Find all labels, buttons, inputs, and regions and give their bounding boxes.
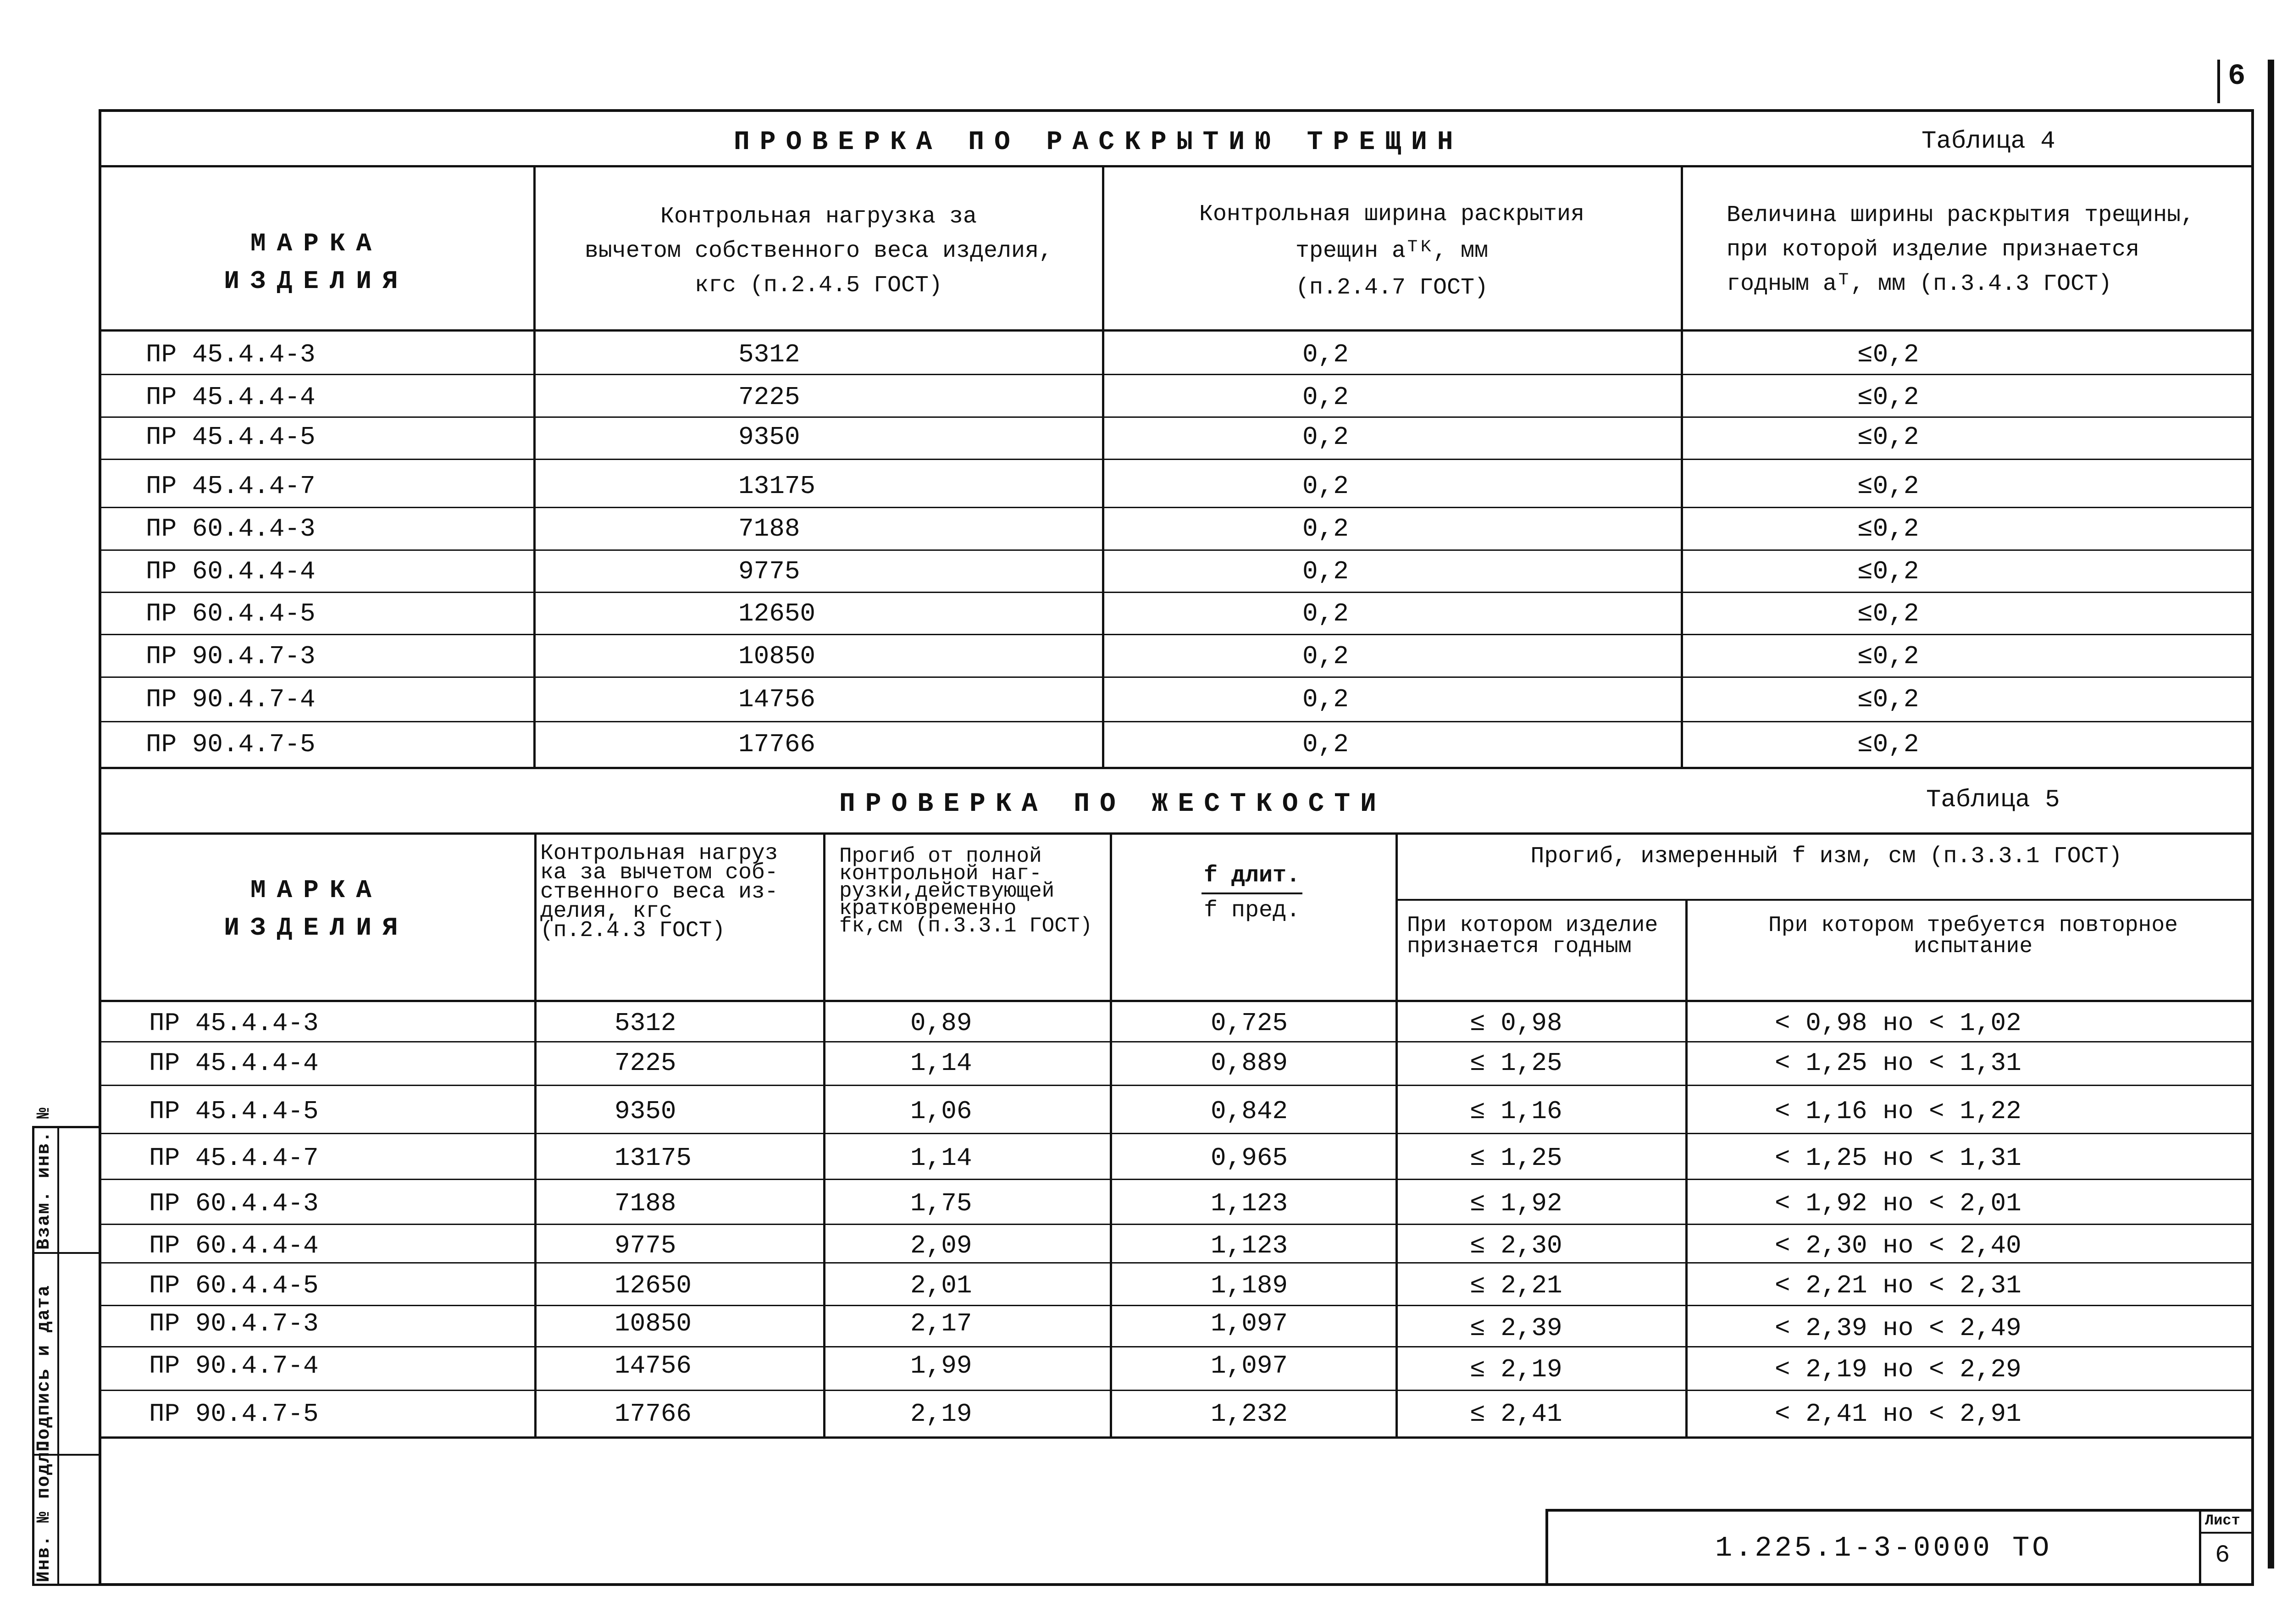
table4-title: ПРОВЕРКА ПО РАСКРЫТИЮ ТРЕЩИН bbox=[734, 127, 1463, 157]
sidebar-signature: Подпись и дата bbox=[34, 1284, 55, 1452]
t5-accepted: ≤ 2,41 bbox=[1470, 1399, 1562, 1429]
document-code: 1.225.1-3-0000 ТО bbox=[1715, 1532, 2052, 1564]
t5-header-deflection: Прогиб от полной контрольной наг- рузки,действующей кратковременно fк,см (п.3.3.1 ГОСТ) bbox=[839, 844, 1093, 938]
t5-mark: ПР 45.4.4-7 bbox=[149, 1143, 319, 1173]
t4-mark: ПР 45.4.4-3 bbox=[146, 340, 316, 369]
t5-header-accepted: При котором изделие признается годным bbox=[1407, 913, 1658, 959]
t5-retest: < 1,25 но < 1,31 bbox=[1775, 1048, 2021, 1078]
t4-width: 0,2 bbox=[1302, 514, 1349, 543]
t4-load: 14756 bbox=[738, 685, 816, 714]
t5-accepted: ≤ 2,21 bbox=[1470, 1271, 1562, 1300]
t5-accepted: ≤ 1,25 bbox=[1470, 1048, 1562, 1078]
t5-ratio: 1,232 bbox=[1211, 1399, 1288, 1429]
t5-retest: < 1,92 но < 2,01 bbox=[1775, 1189, 2021, 1218]
sheet-number: 6 bbox=[2215, 1541, 2230, 1569]
t4-accept: ≤0,2 bbox=[1857, 422, 1919, 452]
t5-ratio: 1,097 bbox=[1211, 1351, 1288, 1380]
t4-width: 0,2 bbox=[1302, 642, 1349, 671]
t5-deflection: 2,17 bbox=[910, 1309, 972, 1338]
t5-accepted: ≤ 1,16 bbox=[1470, 1097, 1562, 1126]
t4-mark: ПР 60.4.4-3 bbox=[146, 514, 316, 543]
sheet-label: Лист bbox=[2205, 1512, 2240, 1529]
t4-load: 17766 bbox=[738, 730, 816, 759]
t4-header-width: Контрольная ширина раскрытия трещин aᵀᴷ, мм (п.2.4.7 ГОСТ) bbox=[1199, 201, 1585, 301]
t5-mark: ПР 90.4.7-5 bbox=[149, 1399, 319, 1429]
t4-width: 0,2 bbox=[1302, 685, 1349, 714]
t5-deflection: 0,89 bbox=[910, 1009, 972, 1038]
t4-load: 5312 bbox=[738, 340, 800, 369]
t4-accept: ≤0,2 bbox=[1857, 730, 1919, 759]
t4-width: 0,2 bbox=[1302, 730, 1349, 759]
t5-mark: ПР 90.4.7-3 bbox=[149, 1309, 319, 1338]
t5-ratio: 0,842 bbox=[1211, 1097, 1288, 1126]
t5-retest: < 2,39 но < 2,49 bbox=[1775, 1314, 2021, 1343]
t4-width: 0,2 bbox=[1302, 422, 1349, 452]
t4-accept: ≤0,2 bbox=[1857, 514, 1919, 543]
t5-deflection: 1,99 bbox=[910, 1351, 972, 1380]
t5-retest: < 1,16 но < 1,22 bbox=[1775, 1097, 2021, 1126]
t5-accepted: ≤ 2,30 bbox=[1470, 1231, 1562, 1260]
t4-load: 7188 bbox=[738, 514, 800, 543]
t5-accepted: ≤ 2,19 bbox=[1470, 1355, 1562, 1384]
t5-retest: < 2,19 но < 2,29 bbox=[1775, 1355, 2021, 1384]
sidebar-inv: Инв. № подл. bbox=[34, 1439, 55, 1582]
t5-load: 14756 bbox=[615, 1351, 692, 1380]
t5-deflection: 2,19 bbox=[910, 1399, 972, 1429]
t4-mark: ПР 45.4.4-5 bbox=[146, 422, 316, 452]
t5-ratio: 0,725 bbox=[1211, 1009, 1288, 1038]
t4-mark: ПР 45.4.4-4 bbox=[146, 382, 316, 412]
t4-width: 0,2 bbox=[1302, 599, 1349, 628]
t5-header-mark: МАРКА ИЗДЕЛИЯ bbox=[224, 876, 409, 942]
t5-deflection: 1,06 bbox=[910, 1097, 972, 1126]
t5-header-retest: При котором требуется повторное испытание bbox=[1768, 913, 2178, 959]
t5-accepted: ≤ 1,92 bbox=[1470, 1189, 1562, 1218]
t5-load: 9775 bbox=[615, 1231, 676, 1260]
t5-retest: < 2,41 но < 2,91 bbox=[1775, 1399, 2021, 1429]
t5-ratio: 0,965 bbox=[1211, 1143, 1288, 1173]
t5-load: 12650 bbox=[615, 1271, 692, 1300]
t5-mark: ПР 60.4.4-4 bbox=[149, 1231, 319, 1260]
t4-mark: ПР 45.4.4-7 bbox=[146, 471, 316, 501]
t5-retest: < 2,30 но < 2,40 bbox=[1775, 1231, 2021, 1260]
t5-mark: ПР 60.4.4-3 bbox=[149, 1189, 319, 1218]
t5-retest: < 0,98 но < 1,02 bbox=[1775, 1009, 2021, 1038]
t5-deflection: 1,75 bbox=[910, 1189, 972, 1218]
t5-load: 10850 bbox=[615, 1309, 692, 1338]
t4-load: 13175 bbox=[738, 471, 816, 501]
t5-accepted: ≤ 0,98 bbox=[1470, 1009, 1562, 1038]
t5-header-measured: Прогиб, измеренный f изм, см (п.3.3.1 ГОСТ) bbox=[1530, 843, 2122, 870]
t4-load: 7225 bbox=[738, 382, 800, 412]
t5-load: 13175 bbox=[615, 1143, 692, 1173]
t5-mark: ПР 60.4.4-5 bbox=[149, 1271, 319, 1300]
t5-retest: < 2,21 но < 2,31 bbox=[1775, 1271, 2021, 1300]
t5-accepted: ≤ 1,25 bbox=[1470, 1143, 1562, 1173]
page-number: 6 bbox=[2228, 60, 2246, 93]
t4-accept: ≤0,2 bbox=[1857, 685, 1919, 714]
t5-load: 7188 bbox=[615, 1189, 676, 1218]
t4-load: 9775 bbox=[738, 557, 800, 586]
t4-accept: ≤0,2 bbox=[1857, 382, 1919, 412]
t4-width: 0,2 bbox=[1302, 340, 1349, 369]
t5-deflection: 2,01 bbox=[910, 1271, 972, 1300]
t5-load: 17766 bbox=[615, 1399, 692, 1429]
t4-width: 0,2 bbox=[1302, 557, 1349, 586]
t5-deflection: 1,14 bbox=[910, 1048, 972, 1078]
t5-retest: < 1,25 но < 1,31 bbox=[1775, 1143, 2021, 1173]
t4-width: 0,2 bbox=[1302, 471, 1349, 501]
t5-load: 9350 bbox=[615, 1097, 676, 1126]
t5-ratio: 1,189 bbox=[1211, 1271, 1288, 1300]
t4-load: 9350 bbox=[738, 422, 800, 452]
t5-mark: ПР 45.4.4-4 bbox=[149, 1048, 319, 1078]
t4-width: 0,2 bbox=[1302, 382, 1349, 412]
t5-ratio: 1,123 bbox=[1211, 1189, 1288, 1218]
t5-mark: ПР 45.4.4-5 bbox=[149, 1097, 319, 1126]
t5-load: 5312 bbox=[615, 1009, 676, 1038]
t5-mark: ПР 90.4.7-4 bbox=[149, 1351, 319, 1380]
t5-header-ratio: f длит. f пред. bbox=[1110, 862, 1394, 925]
t4-header-mark: МАРКА ИЗДЕЛИЯ bbox=[224, 229, 409, 296]
table4-label: Таблица 4 bbox=[1922, 127, 2055, 155]
t4-accept: ≤0,2 bbox=[1857, 340, 1919, 369]
t5-mark: ПР 45.4.4-3 bbox=[149, 1009, 319, 1038]
t4-accept: ≤0,2 bbox=[1857, 642, 1919, 671]
t5-load: 7225 bbox=[615, 1048, 676, 1078]
t5-accepted: ≤ 2,39 bbox=[1470, 1314, 1562, 1343]
t4-load: 10850 bbox=[738, 642, 816, 671]
t4-mark: ПР 90.4.7-5 bbox=[146, 730, 316, 759]
t4-mark: ПР 90.4.7-3 bbox=[146, 642, 316, 671]
t4-mark: ПР 60.4.4-4 bbox=[146, 557, 316, 586]
t5-deflection: 2,09 bbox=[910, 1231, 972, 1260]
t4-load: 12650 bbox=[738, 599, 816, 628]
table5-title: ПРОВЕРКА ПО ЖЕСТКОСТИ bbox=[839, 789, 1386, 819]
t4-mark: ПР 90.4.7-4 bbox=[146, 685, 316, 714]
t5-ratio: 0,889 bbox=[1211, 1048, 1288, 1078]
t5-ratio: 1,123 bbox=[1211, 1231, 1288, 1260]
t5-header-load: Контрольная нагруз ка за вычетом соб- ственного веса из- делия, кгс (п.2.4.3 ГОСТ) bbox=[540, 841, 778, 943]
t4-header-load: Контрольная нагрузка за вычетом собственного веса изделия, кгс (п.2.4.5 ГОСТ) bbox=[584, 204, 1053, 299]
sidebar-replace: Взам. инв. № bbox=[34, 1106, 55, 1250]
t4-mark: ПР 60.4.4-5 bbox=[146, 599, 316, 628]
t4-accept: ≤0,2 bbox=[1857, 471, 1919, 501]
t4-accept: ≤0,2 bbox=[1857, 557, 1919, 586]
t4-accept: ≤0,2 bbox=[1857, 599, 1919, 628]
t5-deflection: 1,14 bbox=[910, 1143, 972, 1173]
t4-header-accept: Величина ширины раскрытия трещины, при которой изделие признается годным aᵀ, мм (п.3.4.3 ГОСТ) bbox=[1727, 202, 2195, 297]
t5-ratio: 1,097 bbox=[1211, 1309, 1288, 1338]
table5-label: Таблица 5 bbox=[1926, 786, 2060, 814]
